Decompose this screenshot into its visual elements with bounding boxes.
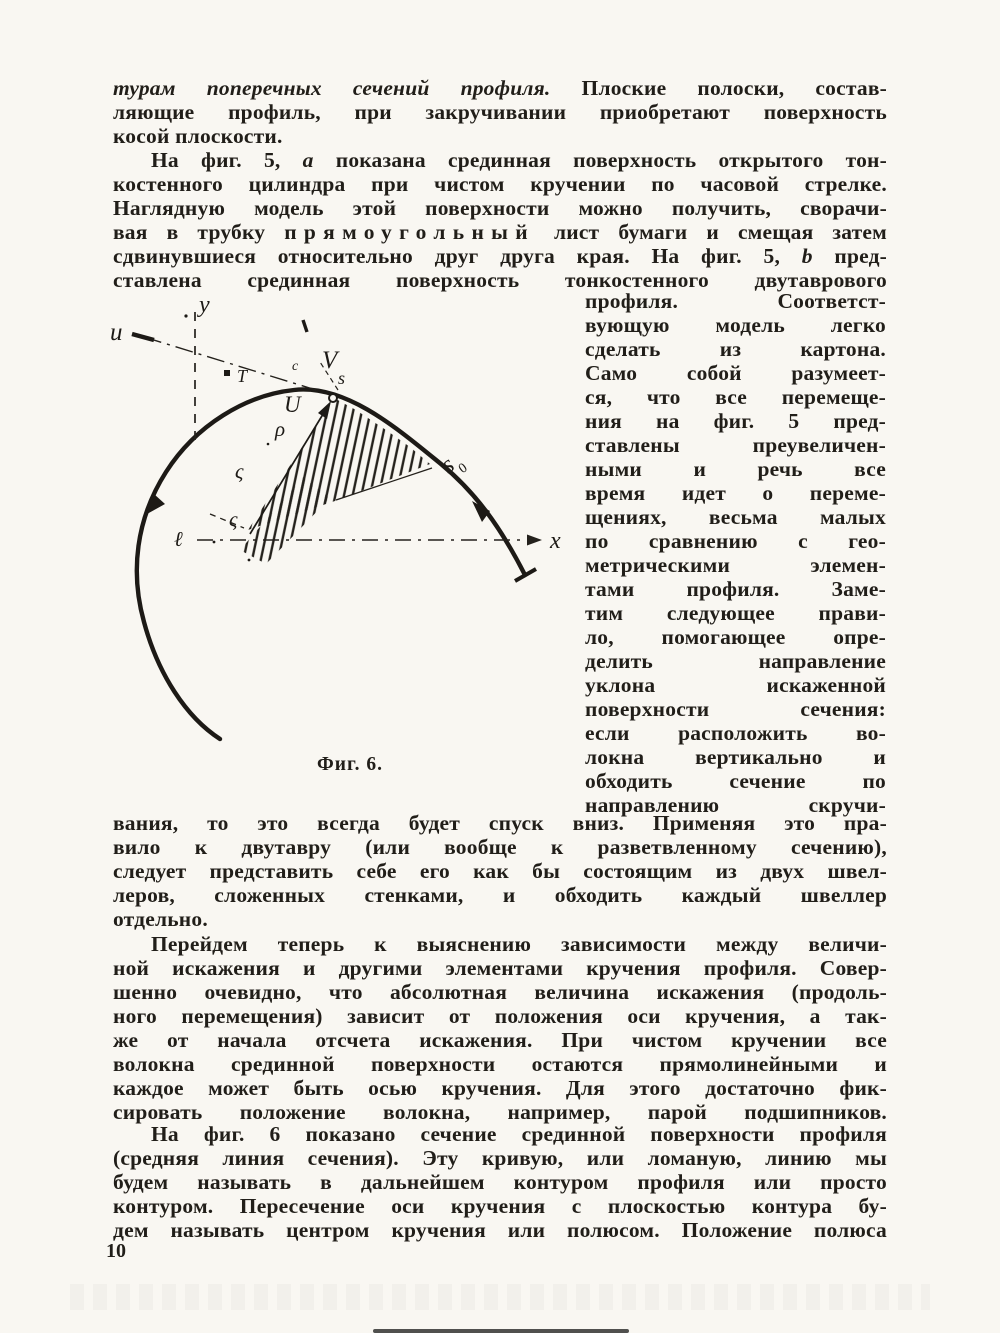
- rho-label: ρ: [275, 417, 286, 441]
- paragraph-2: [113, 148, 887, 292]
- text-line: вующую модель легко: [585, 313, 886, 337]
- text-line: вая в трубку прямоугольный лист бумаги и смещая затем: [113, 220, 887, 244]
- right-column: [585, 289, 886, 817]
- text-line: вило к двутавру (или вообще к разветвленному сечению),: [113, 835, 887, 859]
- text-line: ного перемещения) зависит от положения оси кручения, а так-: [113, 1004, 887, 1028]
- text-line: делить направление: [585, 649, 886, 673]
- text-line: ставлены преувеличен-: [585, 433, 886, 457]
- ink-square: [224, 370, 230, 376]
- s0-label: [436, 446, 470, 484]
- v-label: V: [322, 347, 338, 374]
- text-line: леров, сложенных стенками, и обходить каждый швеллер: [113, 883, 887, 907]
- text-line: отдельно.: [113, 907, 208, 931]
- point-s-marker: [329, 394, 337, 402]
- text-line: косой плоскости.: [113, 124, 283, 148]
- curve-end-tick: [515, 569, 536, 581]
- text-line: Само собой разумеет-: [585, 361, 886, 385]
- text-line: (средняя линия сечения). Эту кривую, или ломаную, линию мы: [113, 1146, 887, 1170]
- u-axis-line: [144, 337, 316, 390]
- paragraph-1: [113, 76, 887, 148]
- ell-label: ℓ: [174, 527, 183, 551]
- ink-stroke: [303, 320, 307, 332]
- text-line: костенного цилиндра при чистом кручении по часовой стрелке.: [113, 172, 887, 196]
- text-line: уклона искаженной: [585, 673, 886, 697]
- text-line: контуром. Пересечение оси кручения с плоскостью контура бу-: [113, 1194, 887, 1218]
- sigma-label-2: ς: [229, 507, 238, 531]
- figure-caption: Фиг. 6.: [316, 754, 383, 775]
- scan-edge-artifact: [373, 1329, 629, 1333]
- text-line: Наглядную модель этой поверхности можно получить, сворачи-: [113, 196, 887, 220]
- ink-speck: [184, 314, 187, 317]
- text-line: шенно очевидно, что абсолютная величина искажения (продоль-: [113, 980, 887, 1004]
- text-line: метрическими элемен-: [585, 553, 886, 577]
- pole-dash: [210, 514, 244, 528]
- text-line: будем называть в дальнейшем контуром профиля или просто: [113, 1170, 887, 1194]
- text-line: турам поперечных сечений профиля. Плоские полоски, состав-: [113, 76, 887, 100]
- bleed-through-artifact: [70, 1284, 930, 1310]
- text-line: ными и речь все: [585, 457, 886, 481]
- text-line: обходить сечение по: [585, 769, 886, 793]
- ink-speck: [248, 559, 251, 562]
- text-line: щениях, весьма малых: [585, 505, 886, 529]
- text-line: ной искажения и другими элементами кручения профиля. Совер-: [113, 956, 887, 980]
- s-point-label: s: [338, 368, 346, 388]
- text-line: ставлена срединная поверхность тонкостенного двутаврового: [113, 268, 887, 292]
- text-line: направлению скручи-: [585, 793, 886, 817]
- figure-6-diagram: [98, 292, 580, 754]
- s0-subscript: 0: [456, 460, 471, 477]
- text-line: если расположить во-: [585, 721, 886, 745]
- text-line: следует представить себе его как бы состоящим из двух швел-: [113, 859, 887, 883]
- paragraph-3: [113, 811, 887, 931]
- t-label: T: [237, 366, 248, 386]
- text-line: сделать из картона.: [585, 337, 886, 361]
- s0-letter: s: [435, 451, 460, 479]
- text-line: ся, что все перемеще-: [585, 385, 886, 409]
- x-axis-arrowhead: [527, 535, 542, 546]
- paragraph-5: [113, 1122, 887, 1242]
- text-line: профиля. Соответст-: [585, 289, 886, 313]
- text-line: ляющие профиль, при закручивании приобретают поверхность: [113, 100, 887, 124]
- figure-6: [98, 292, 580, 754]
- paragraph-4: [113, 932, 887, 1124]
- text-line: каждое может быть осью кручения. Для этого достаточно фик-: [113, 1076, 887, 1100]
- text-line: сдвинувшиеся относительно друг друга края. На фиг. 5, b пред-: [113, 244, 887, 268]
- text-line: же от начала отсчета искажения. При чистом кручении все: [113, 1028, 887, 1052]
- ink-speck: [213, 541, 216, 544]
- text-line: локна вертикально и: [585, 745, 886, 769]
- page-number: 10: [106, 1240, 126, 1262]
- text-line: время идет о переме-: [585, 481, 886, 505]
- text-line: волокна срединной поверхности остаются прямолинейными и: [113, 1052, 887, 1076]
- u-axis-thick-dash: [132, 334, 154, 340]
- c-label: c: [292, 359, 299, 374]
- text-line: ния на фиг. 5 пред-: [585, 409, 886, 433]
- x-axis-label: x: [550, 528, 561, 554]
- text-line: поверхности сечения:: [585, 697, 886, 721]
- text-line: тами профиля. Заме-: [585, 577, 886, 601]
- text-line: тим следующее прави-: [585, 601, 886, 625]
- text-line: На фиг. 6 показано сечение срединной поверхности профиля: [151, 1122, 887, 1146]
- u-displacement-label: U: [284, 392, 301, 417]
- ink-speck: [267, 443, 270, 446]
- text-line: Перейдем теперь к выяснению зависимости между величи-: [151, 932, 887, 956]
- text-line: дем называть центром кручения или полюсом. Положение полюса: [113, 1218, 887, 1242]
- text-line: сировать положение волокна, например, парой подшипников.: [113, 1100, 887, 1124]
- y-axis-label: y: [199, 292, 210, 318]
- text-line: вания, то это всегда будет спуск вниз. Применяя это пра-: [113, 811, 887, 835]
- sigma-label-1: ς: [235, 459, 244, 483]
- text-line: На фиг. 5, а показана срединная поверхность открытого тон-: [151, 148, 887, 172]
- text-line: по сравнению с гео-: [585, 529, 886, 553]
- u-axis-label: u: [110, 319, 123, 346]
- text-line: ло, помогающее опре-: [585, 625, 886, 649]
